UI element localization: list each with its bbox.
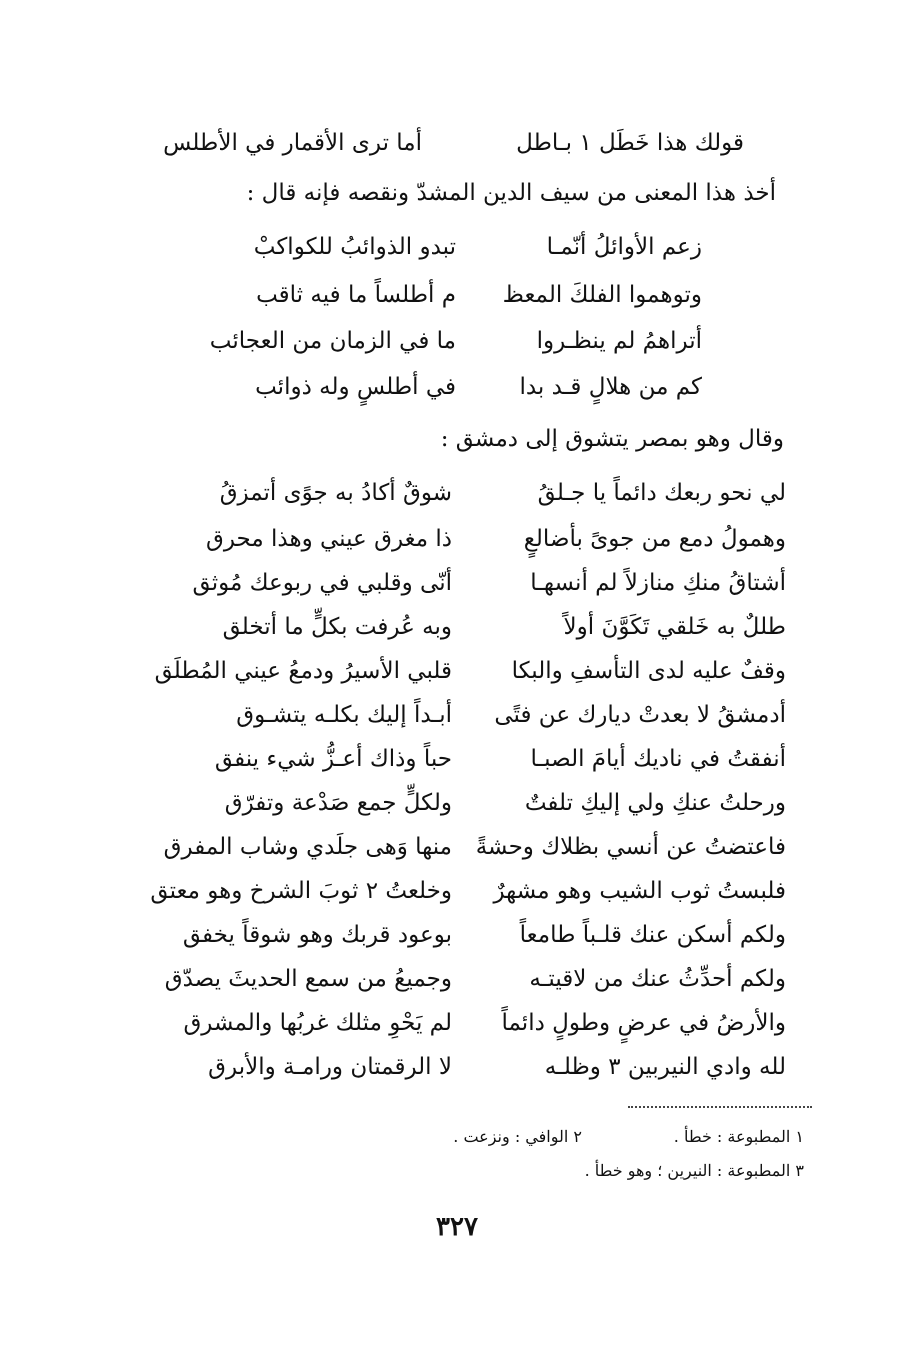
poem2-verse-7-second: حباً وذاك أعـزُّ شيء ينفق (214, 746, 452, 772)
poem2-verse-5-first: وقفٌ عليه لدى التأسفِ والبكا (511, 658, 786, 684)
poem2-verse-13-second: لم يَحْوِ مثلك غربُها والمشرق (183, 1010, 452, 1036)
poem2-verse-8-first: ورحلتُ عنكِ ولي إليكِ تلفتٌ (524, 790, 786, 816)
poem2-verse-10-first: فلبستُ ثوب الشيب وهو مشهرٌ (493, 878, 786, 904)
footnote-separator (628, 1106, 812, 1108)
footnote-1: ١ المطبوعة : خطأ . (673, 1127, 804, 1146)
poem2-verse-2-second: ذا مغرق عيني وهذا محرق (205, 526, 452, 552)
poem2-verse-12-second: وجميعُ من سمع الحديثَ يصدّق (164, 966, 452, 992)
footnote-2: ٢ الوافي : ونزعت . (453, 1127, 582, 1146)
poem1-verse-2-first: وتوهموا الفلكَ المعظ (502, 282, 702, 308)
intro-line-1: أخذ هذا المعنى من سيف الدين المشدّ ونقصه فإنه قال : (246, 180, 776, 206)
poem2-verse-2-first: وهمولُ دمع من جوىً بأضالعٍ (523, 526, 786, 552)
poem2-verse-1-second: شوقٌ أكادُ به جوًى أتمزقُ (219, 480, 452, 506)
opening-verse-first-hemistich: قولك هذا خَطَل ١ بـاطل (516, 130, 744, 156)
poem1-verse-4-second: في أطلسٍ وله ذوائب (255, 374, 456, 400)
poem2-verse-1-first: لي نحو ربعك دائماً يا جـلقُ (537, 480, 786, 506)
footnote-3: ٣ المطبوعة : النيرين ؛ وهو خطأ . (584, 1161, 804, 1180)
poem1-verse-3-first: أتراهمُ لم ينظـروا (536, 328, 702, 354)
poem2-verse-10-second: وخلعتُ ٢ ثوبَ الشرخ وهو معتق (150, 878, 452, 904)
poem2-verse-14-second: لا الرقمتان ورامـة والأبرق (208, 1054, 452, 1080)
poem2-verse-7-first: أنفقتُ في ناديك أيامَ الصبـا (530, 746, 786, 772)
poem2-verse-9-first: فاعتضتُ عن أنسي بظلاك وحشةً (475, 834, 786, 860)
poem1-verse-1-second: تبدو الذوائبُ للكواكبْ (253, 234, 456, 260)
poem2-verse-6-second: أبـداً إليك بكلـه يتشـوق (236, 702, 452, 728)
poem1-verse-2-second: م أطلساً ما فيه ثاقب (256, 282, 456, 308)
poem2-verse-9-second: منها وَهى جلَدي وشاب المفرق (163, 834, 452, 860)
poem2-verse-4-second: وبه عُرفت بكلٍّ ما أتخلق (222, 614, 452, 640)
poem2-verse-11-first: ولكم أسكن عنك قلـباً طامعاً (519, 922, 786, 948)
poem2-verse-12-first: ولكم أحدِّثُ عنك من لاقيتـه (529, 966, 786, 992)
poem2-verse-3-first: أشتاقُ منكِ منازلاً لم أنسهـا (530, 570, 786, 596)
poem1-verse-1-first: زعم الأوائلُ أنّمـا (546, 234, 702, 260)
intro-line-2: وقال وهو بمصر يتشوق إلى دمشق : (440, 426, 784, 452)
poem1-verse-3-second: ما في الزمان من العجائب (209, 328, 456, 354)
poem2-verse-8-second: ولكلٍّ جمع صَدْعة وتفرّق (224, 790, 452, 816)
poem2-verse-4-first: طللٌ به خَلقي تَكَوَّنَ أولاً (563, 614, 786, 640)
poem2-verse-3-second: أنّى وقلبي في ربوعك مُوثق (192, 570, 452, 596)
poem1-verse-4-first: كم من هلالٍ قـد بدا (519, 374, 702, 400)
poem2-verse-14-first: لله وادي النيربين ٣ وظلـه (544, 1054, 786, 1080)
page-number: ٣٢٧ (436, 1212, 478, 1242)
poem2-verse-5-second: قلبي الأسيرُ ودمعُ عيني المُطلَق (154, 658, 452, 684)
poem2-verse-13-first: والأرضُ في عرضٍ وطولٍ دائماً (501, 1010, 786, 1036)
poem2-verse-11-second: بوعود قربك وهو شوقاً يخفق (182, 922, 452, 948)
opening-verse-second-hemistich: أما ترى الأقمار في الأطلس (163, 130, 422, 156)
poem2-verse-6-first: أدمشقُ لا بعدتْ ديارك عن فتًى (494, 702, 786, 728)
